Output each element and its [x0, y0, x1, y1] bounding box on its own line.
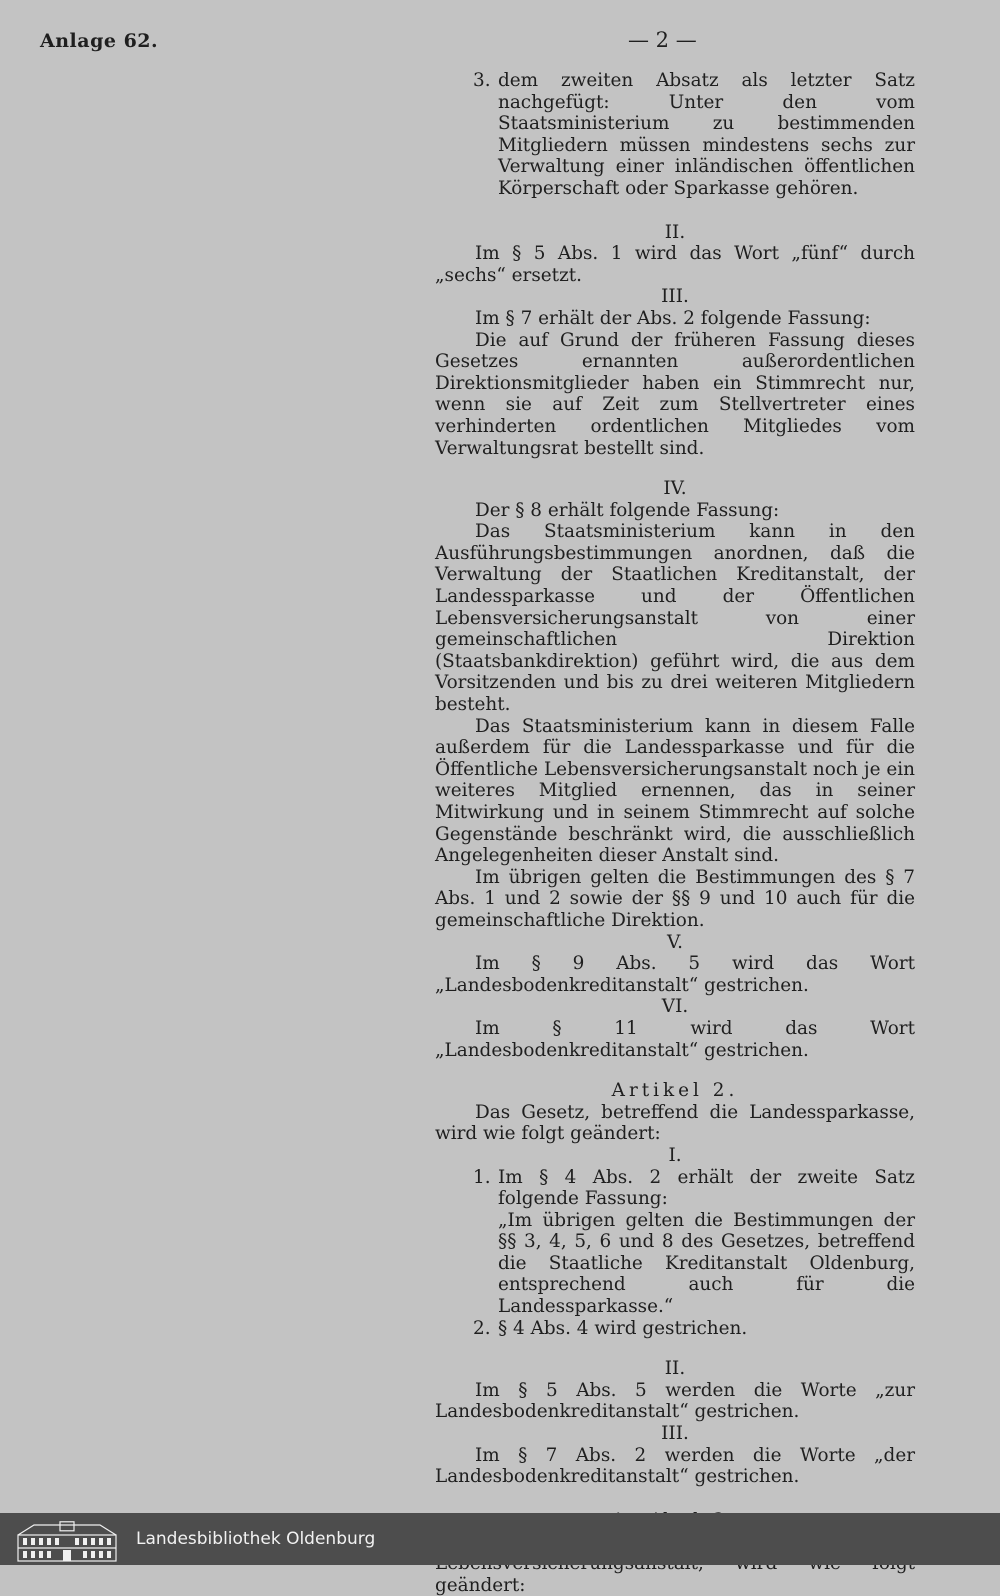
paragraph: Im § 5 Abs. 1 wird das Wort „fünf“ durch „sechs“ ersetzt. [435, 243, 915, 286]
item-number: 3. [473, 70, 491, 91]
text-column [435, 70, 915, 1596]
item-text: § 4 Abs. 4 wird gestrichen. [498, 1317, 748, 1339]
section-heading: I. [668, 1144, 682, 1166]
item-text: Im § 4 Abs. 2 erhält der zweite Satz folgende Fassung: [498, 1166, 915, 1210]
list-item [435, 1318, 915, 1340]
section-heading: IV. [663, 478, 687, 500]
paragraph: Im § 11 wird das Wort „Landesbodenkreditanstalt“ gestrichen. [435, 1017, 915, 1061]
paragraph: Die auf Grund der früheren Fassung dieses Gesetzes ernannten außerordentlichen Direktionsmitglieder haben ein Stimmrecht nur, wenn sie auf Zeit zum Stellvertreter eines verhinderten ordentlichen Mitgliedes vom Verwaltungsrat bestellt sind. [435, 329, 915, 459]
library-building-icon [14, 1521, 120, 1563]
section-heading: II. [664, 1358, 686, 1380]
paragraph: Im § 5 Abs. 5 werden die Worte „zur Landesbodenkreditanstalt“ gestrichen. [435, 1379, 915, 1423]
item-text: dem zweiten Absatz als letzter Satz nachgefügt: Unter den vom Staatsministerium zu bestimmenden Mitgliedern müssen mindestens sechs zur Verwaltung einer inländischen öffentlichen Körperschaft oder Sparkasse gehören. [498, 70, 915, 199]
library-name: Landesbibliothek Oldenburg [136, 1529, 376, 1549]
item-number: 2. [473, 1317, 491, 1339]
section-heading: II. [664, 221, 686, 243]
quoted-text: „Im übrigen gelten die Bestimmungen der §§ 3, 4, 5, 6 und 8 des Gesetzes, betreffend die Staatliche Kreditanstalt Oldenburg, entsprechend auch für die Landessparkasse.“ [498, 1209, 915, 1318]
library-footer [0, 1513, 1000, 1565]
paragraph: geändert: [435, 1574, 526, 1596]
paragraph: Im übrigen gelten die Bestimmungen des § 7 Abs. 1 und 2 sowie der §§ 9 und 10 auch für die gemeinschaftliche Direktion. [435, 866, 915, 931]
section-heading: III. [661, 286, 689, 308]
section-heading: V. [667, 931, 683, 953]
paragraph: Das Gesetz, betreffend die Landessparkasse, wird wie folgt geändert: [435, 1101, 915, 1145]
section-heading: VI. [661, 996, 689, 1018]
paragraph: Im § 7 Abs. 2 werden die Worte „der Landesbodenkreditanstalt“ gestrichen. [435, 1444, 915, 1488]
paragraph: Im § 7 erhält der Abs. 2 folgende Fassung: [475, 307, 871, 329]
paragraph: Im § 9 Abs. 5 wird das Wort „Landesbodenkreditanstalt“ gestrichen. [435, 953, 915, 996]
section-heading: III. [661, 1423, 689, 1445]
list-item [435, 70, 915, 200]
list-item [435, 1167, 915, 1210]
annex-label: Anlage 62. [40, 30, 159, 52]
item-number: 1. [473, 1166, 491, 1188]
article-heading: Artikel 2. [611, 1080, 739, 1102]
page-number: — 2 — [628, 28, 697, 52]
paragraph: Das Staatsministerium kann in den Ausführungsbestimmungen anordnen, daß die Verwaltung der Staatlichen Kreditanstalt, der Landessparkasse und der Öffentlichen Lebensversicherungsanstalt von einer gemeinschaftlichen Direktion (Staatsbankdirektion) geführt wird, die aus dem Vorsitzenden und bis zu drei weiteren Mitgliedern besteht. [435, 521, 915, 716]
paragraph: Das Staatsministerium kann in diesem Falle außerdem für die Landessparkasse und für die Öffentliche Lebensversicherungsanstalt noch je ein weiteres Mitglied ernennen, das in seiner Mitwirkung und in seinem Stimmrecht auf solche Gegenstände beschränkt wird, die ausschließlich Angelegenheiten dieser Anstalt sind. [435, 715, 915, 867]
paragraph: Der § 8 erhält folgende Fassung: [475, 499, 780, 521]
